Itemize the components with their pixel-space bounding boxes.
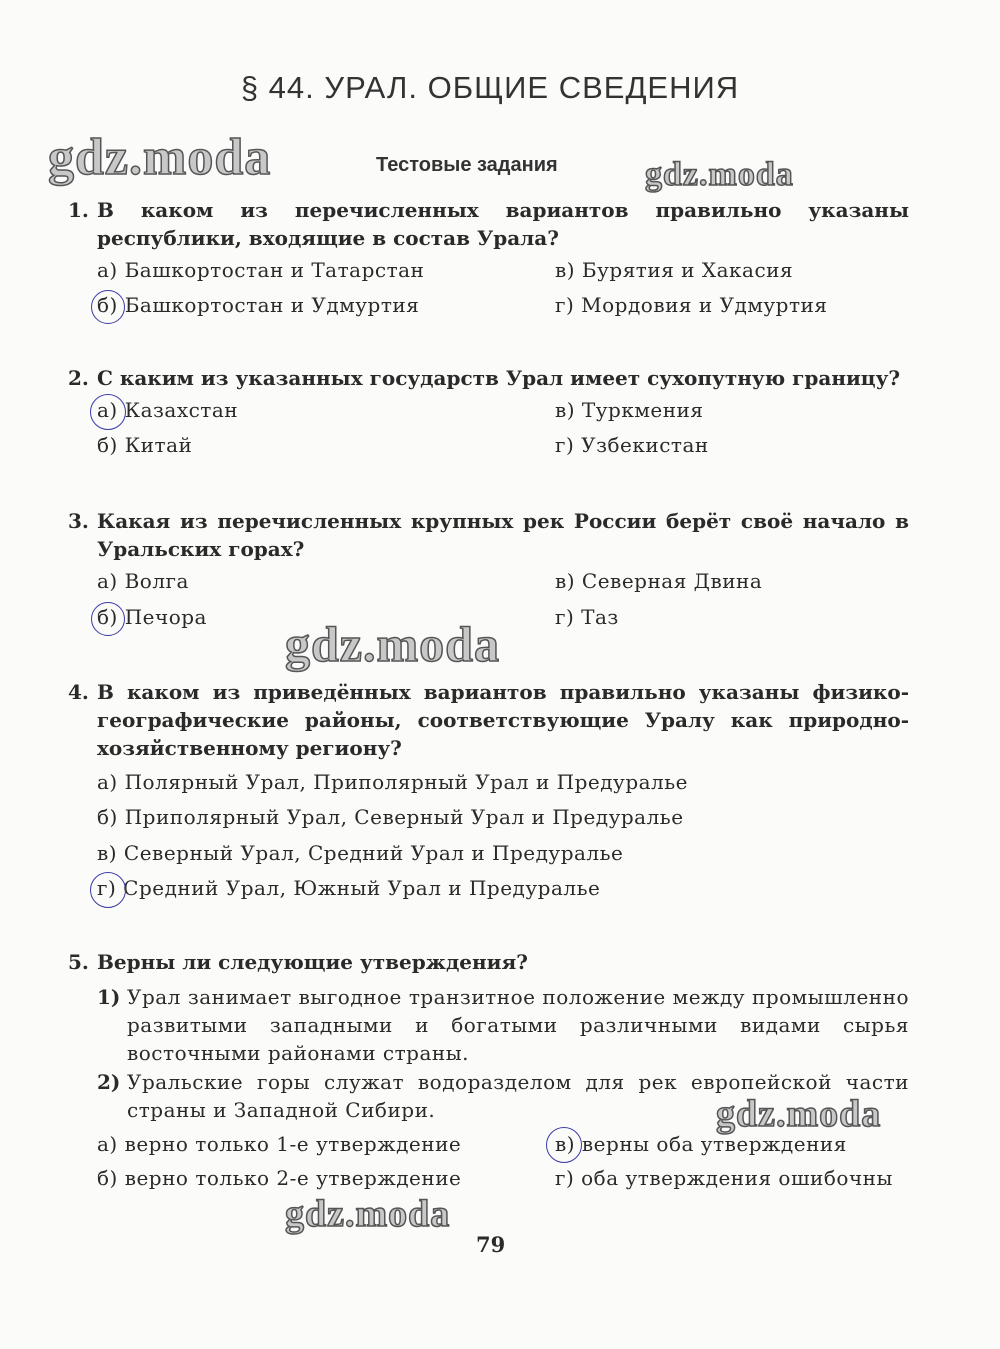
- answer-circle-mark: [90, 394, 126, 430]
- page-title: § 44. УРАЛ. ОБЩИЕ СВЕДЕНИЯ: [240, 70, 740, 105]
- watermark: gdz.moda: [645, 156, 794, 193]
- question-number: 4.: [68, 680, 89, 704]
- question-text: Верны ли следующие утверждения?: [97, 950, 528, 974]
- option[interactable]: г) Таз: [555, 605, 619, 629]
- question-text: Какая из перечисленных крупных рек России берёт своё начало в Уральских горах?: [97, 509, 909, 561]
- option[interactable]: б) Китай: [97, 433, 193, 457]
- option[interactable]: б) Приполярный Урал, Северный Урал и Предуралье: [97, 805, 684, 829]
- statement-number: 1): [97, 985, 121, 1009]
- question-number: 2.: [68, 366, 89, 390]
- answer-circle-mark: [90, 872, 126, 908]
- option-selected[interactable]: б) Печора: [97, 605, 207, 629]
- option[interactable]: в) Туркмения: [555, 398, 704, 422]
- question-number: 3.: [68, 509, 89, 533]
- question-text: В каком из перечисленных вариантов правильно указаны республики, входящие в состав Урала?: [97, 198, 909, 250]
- option[interactable]: а) верно только 1-е утверждение: [97, 1132, 462, 1156]
- answer-circle-mark: [546, 1127, 582, 1163]
- option[interactable]: в) Северная Двина: [555, 569, 763, 593]
- watermark: gdz.moda: [716, 1093, 882, 1135]
- option[interactable]: а) Волга: [97, 569, 189, 593]
- option-selected[interactable]: в) верны оба утверждения: [555, 1132, 847, 1156]
- watermark: gdz.moda: [48, 129, 272, 186]
- answer-circle-mark: [91, 290, 125, 324]
- option-selected[interactable]: а) Казахстан: [97, 398, 239, 422]
- option[interactable]: г) оба утверждения ошибочны: [555, 1166, 893, 1190]
- option[interactable]: а) Башкортостан и Татарстан: [97, 258, 425, 282]
- option[interactable]: в) Бурятия и Хакасия: [555, 258, 794, 282]
- page-number: 79: [476, 1232, 506, 1257]
- statement-text: Уральские горы служат водоразделом для рек европейской части страны и Западной Сибири.: [127, 1070, 909, 1122]
- question-number: 5.: [68, 950, 89, 974]
- question-number: 1.: [68, 198, 89, 222]
- statement-text: Урал занимает выгодное транзитное положение между промышленно развитыми западными и богатыми различными видами сырья восточными районами страны.: [127, 985, 909, 1065]
- watermark: gdz.moda: [285, 616, 500, 672]
- option-selected[interactable]: б) Башкортостан и Удмуртия: [97, 293, 420, 317]
- option[interactable]: б) верно только 2-е утверждение: [97, 1166, 462, 1190]
- option[interactable]: в) Северный Урал, Средний Урал и Предуралье: [97, 841, 624, 865]
- option-selected[interactable]: г) Средний Урал, Южный Урал и Предуралье: [97, 876, 601, 900]
- watermark: gdz.moda: [285, 1193, 451, 1235]
- option[interactable]: а) Полярный Урал, Приполярный Урал и Предуралье: [97, 770, 688, 794]
- statement-number: 2): [97, 1070, 121, 1094]
- question-text: В каком из приведённых вариантов правильно указаны физико-географические районы, соответствующие Уралу как природно-хозяйственному региону?: [97, 680, 909, 760]
- question-text: С каким из указанных государств Урал имеет сухопутную границу?: [97, 366, 901, 390]
- option[interactable]: г) Узбекистан: [555, 433, 709, 457]
- section-subtitle: Тестовые задания: [376, 154, 558, 176]
- option[interactable]: г) Мордовия и Удмуртия: [555, 293, 828, 317]
- answer-circle-mark: [91, 602, 125, 636]
